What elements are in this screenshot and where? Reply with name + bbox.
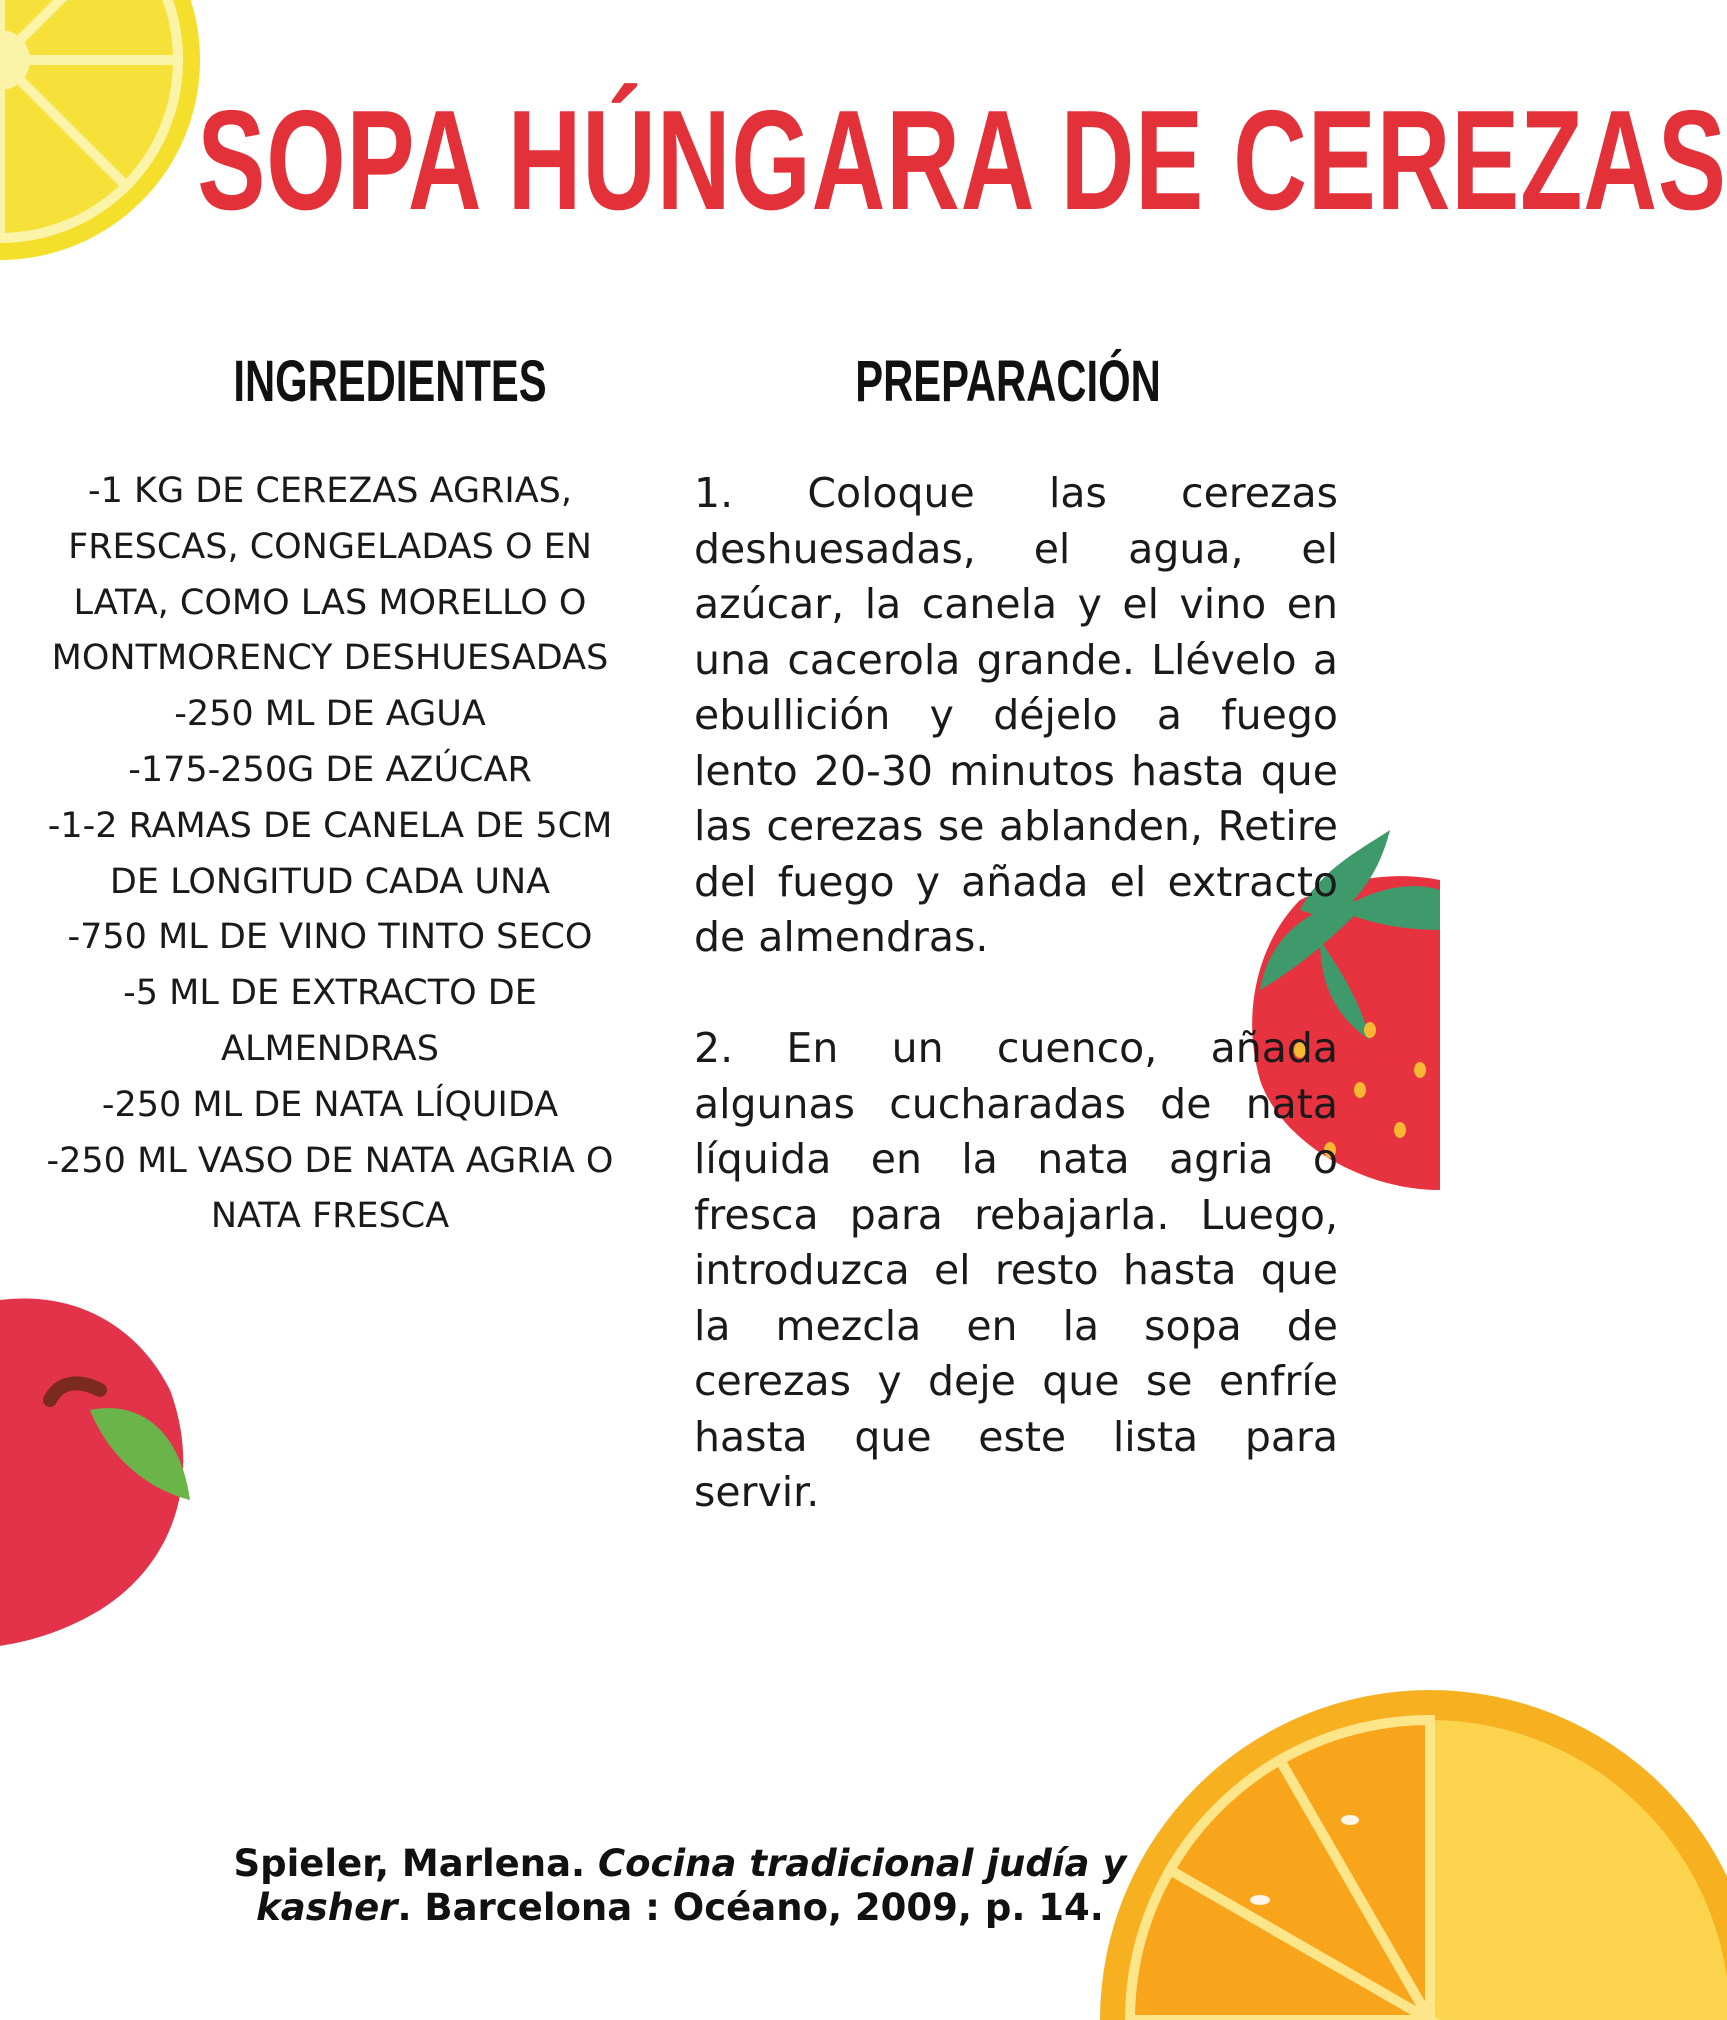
- ingredients-list: [40, 464, 620, 1245]
- ingredient-item: -250 ML DE NATA LÍQUIDA: [101, 1084, 559, 1125]
- ingredient-item: -250 ML VASO DE NATA AGRIA O NATA FRESCA: [46, 1140, 614, 1237]
- preparation-step-2: 2. En un cuenco, añada algunas cucharadas de nata líquida en la nata agria o fresca para rebajarla. Luego, introduzca el resto hasta que la mezcla en la sopa de cerezas y deje que se enfríe hasta que este lista para servir.: [694, 1024, 1338, 1516]
- citation-book-title: Cocina tradicional judía y kasher: [256, 1842, 1127, 1929]
- preparation-step-1: 1. Coloque las cerezas deshuesadas, el agua, el azúcar, la canela y el vino en una cacerola grande. Llévelo a ebullición y déjelo a fuego lento 20-30 minutos hasta que las cerezas se ablanden, Retire del fuego y añada el extracto de almendras.: [694, 469, 1338, 961]
- ingredient-item: -750 ML DE VINO TINTO SECO: [67, 917, 593, 958]
- ingredient-item: -250 ML DE AGUA: [174, 694, 486, 735]
- citation-publisher: . Barcelona : Océano, 2009, p. 14.: [397, 1886, 1104, 1929]
- preparation-heading: PREPARACIÓN: [855, 349, 1161, 414]
- ingredient-item: -1 KG DE CEREZAS AGRIAS, FRESCAS, CONGELADAS O EN LATA, COMO LAS MORELLO O MONTMORENCY DESHUESADAS: [51, 471, 609, 679]
- apple-illustration: [0, 1270, 260, 1670]
- citation-author: Spieler, Marlena.: [233, 1842, 598, 1885]
- lemon-slice-illustration: [0, 0, 200, 320]
- ingredients-heading: INGREDIENTES: [233, 349, 547, 414]
- orange-slice-illustration: [1030, 1660, 1430, 2020]
- recipe-title: SOPA HÚNGARA DE CEREZAS: [197, 81, 1727, 240]
- ingredient-item: -1-2 RAMAS DE CANELA DE 5CM DE LONGITUD CADA UNA: [47, 805, 613, 902]
- preparation-steps: [694, 466, 1338, 1576]
- ingredient-item: -175-250G DE AZÚCAR: [128, 749, 532, 790]
- bibliographic-citation: [200, 1842, 1160, 1930]
- ingredient-item: -5 ML DE EXTRACTO DE ALMENDRAS: [123, 973, 537, 1069]
